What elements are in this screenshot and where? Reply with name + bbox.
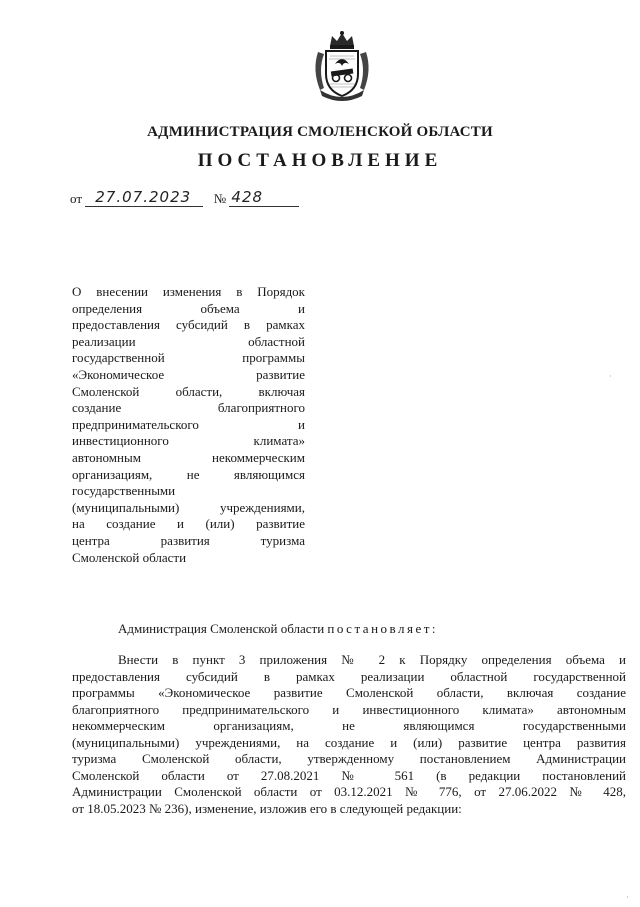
document-type-title: ПОСТАНОВЛЕНИЕ <box>197 150 443 171</box>
body-line: благоприятного предпринимательского и инвестиционного климата» автономным <box>72 701 626 717</box>
subject-line: инвестиционного климата» <box>72 433 305 449</box>
date-number-line <box>70 188 299 210</box>
subject-block <box>72 284 305 566</box>
subject-line: создание благоприятного <box>72 400 305 416</box>
subject-line: на создание и (или) развитие <box>72 516 305 532</box>
coat-of-arms-emblem <box>308 30 376 102</box>
subject-line: определения объема и <box>72 300 305 316</box>
subject-line: реализации областной <box>72 333 305 349</box>
number-prefix: № <box>213 191 227 206</box>
intro-text: Администрация Смоленской области <box>118 621 325 636</box>
subject-line: О внесении изменения в Порядок <box>72 284 305 299</box>
subject-line: предпринимательского и <box>72 416 305 432</box>
subject-line: Смоленской области, включая <box>72 383 305 399</box>
body-line: Администрации Смоленской области от 03.12.2021 № 776, от 27.06.2022 № 428, <box>72 784 626 799</box>
subject-line: автономным некоммерческим <box>72 449 305 465</box>
body-line: от 18.05.2023 № 236), изменение, изложив его в следующей редакции: <box>72 800 462 816</box>
subject-line: Смоленской области <box>72 549 187 565</box>
organization-title: АДМИНИСТРАЦИЯ СМОЛЕНСКОЙ ОБЛАСТИ <box>147 124 493 140</box>
number-value-handwritten: 428 <box>229 188 299 207</box>
subject-line: «Экономическое развитие <box>72 366 305 382</box>
body-line: (муниципальными) учреждениями, на создание и (или) развитие центра развития <box>72 734 626 750</box>
subject-line: государственной программы <box>72 350 305 366</box>
body-paragraph <box>72 652 626 817</box>
body-line: программы «Экономическое развитие Смоленской области, включая создание <box>72 685 626 700</box>
subject-line: государственными <box>72 483 176 499</box>
body-line: Внести в пункт 3 приложения № 2 к Порядку определения объема и <box>118 652 626 667</box>
body-line: предоставления субсидий в рамках реализации областной государственной <box>72 668 626 684</box>
date-prefix: от <box>70 191 83 206</box>
resolution-intro <box>118 621 438 637</box>
body-line: Смоленской области от 27.08.2021 № 561 (в редакции постановлений <box>72 767 626 783</box>
scan-speck: · <box>626 893 629 902</box>
intro-resolves-word: постановляет: <box>327 621 439 636</box>
date-value-handwritten: 27.07.2023 <box>85 188 203 207</box>
body-line: туризма Смоленской области, утвержденному постановлением Администрации <box>72 751 626 766</box>
scan-speck: · <box>609 372 612 381</box>
subject-line: центра развития туризма <box>72 532 305 548</box>
body-line: некоммерческим организациям, не являющимся государственными <box>72 718 626 733</box>
subject-line: организациям, не являющимся <box>72 466 305 482</box>
subject-line: предоставления субсидий в рамках <box>72 317 305 333</box>
subject-line: (муниципальными) учреждениями, <box>72 499 305 515</box>
